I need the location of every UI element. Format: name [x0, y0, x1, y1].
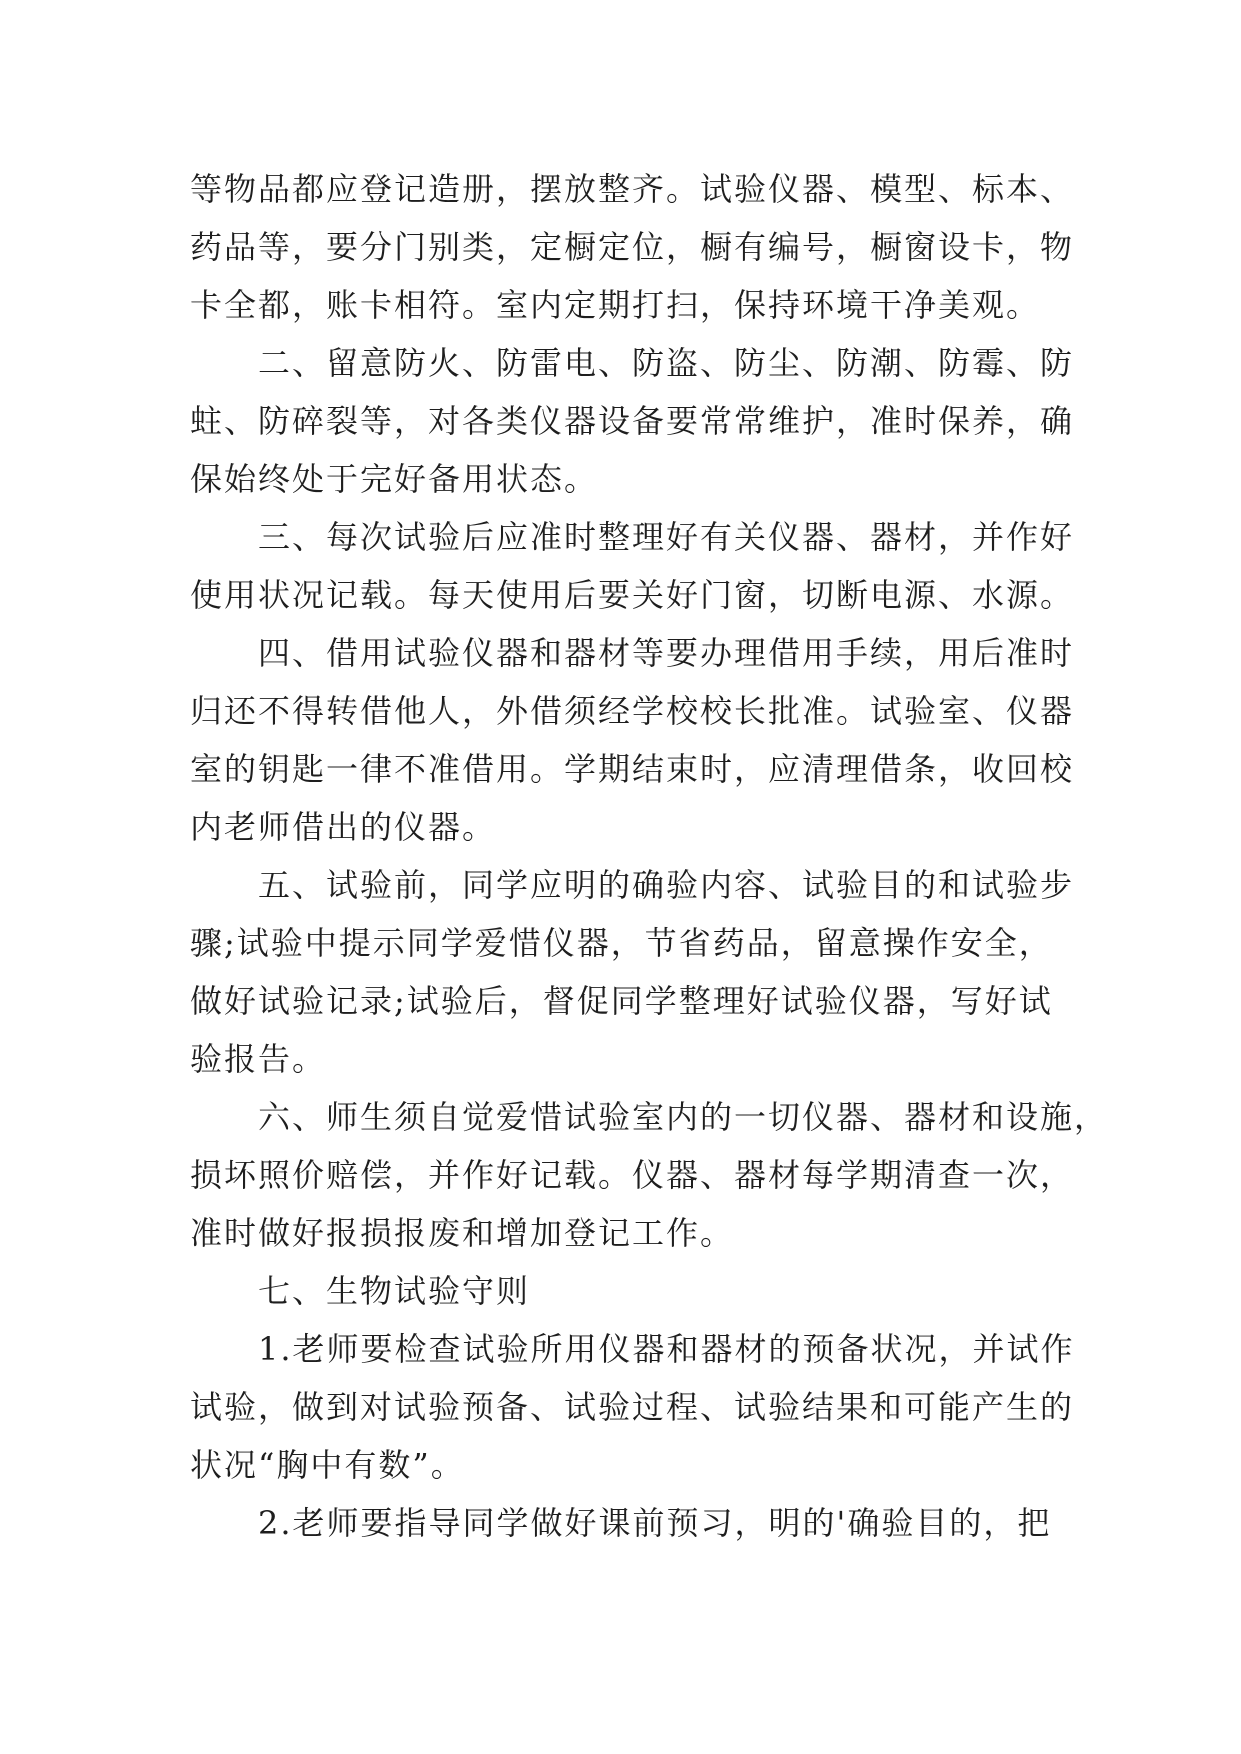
text-line: 使用状况记载。每天使用后要关好门窗，切断电源、水源。 — [190, 576, 1075, 614]
text-line: 三、每次试验后应准时整理好有关仪器、器材，并作好 — [190, 518, 1075, 556]
text-line: 药品等，要分门别类，定橱定位，橱有编号，橱窗设卡，物 — [190, 228, 1075, 266]
text-line: 状况“胸中有数”。 — [190, 1446, 465, 1484]
paragraph — [190, 1494, 1065, 1552]
paragraph — [190, 508, 1075, 624]
text-line: 七、生物试验守则 — [190, 1272, 531, 1310]
text-line: 二、留意防火、防雷电、防盗、防尘、防潮、防霉、防 — [190, 344, 1075, 382]
text-line: 保始终处于完好备用状态。 — [190, 460, 599, 498]
document-body — [190, 160, 1109, 1552]
paragraph — [190, 1262, 1065, 1320]
text-line: 室的钥匙一律不准借用。学期结束时，应清理借条，收回校 — [190, 750, 1075, 788]
text-line: 蛀、防碎裂等，对各类仪器设备要常常维护，准时保养，确 — [190, 402, 1075, 440]
text-line: 做好试验记录;试验后，督促同学整理好试验仪器，写好试 — [190, 982, 1053, 1020]
paragraph — [190, 624, 1075, 856]
text-line: 六、师生须自觉爱惜试验室内的一切仪器、器材和设施， — [190, 1098, 1109, 1136]
text-line: 损坏照价赔偿，并作好记载。仪器、器材每学期清查一次， — [190, 1156, 1075, 1194]
paragraph — [190, 1320, 1075, 1494]
paragraph — [190, 856, 1075, 1088]
paragraph — [190, 1088, 1109, 1262]
text-line: 四、借用试验仪器和器材等要办理借用手续，用后准时 — [190, 634, 1075, 672]
text-line: 骤;试验中提示同学爱惜仪器，节省药品，留意操作安全， — [190, 924, 1053, 962]
paragraph — [190, 334, 1075, 508]
text-line: 等物品都应登记造册，摆放整齐。试验仪器、模型、标本、 — [190, 170, 1075, 208]
text-line: 归还不得转借他人，外借须经学校校长批准。试验室、仪器 — [190, 692, 1075, 730]
text-line: 内老师借出的仪器。 — [190, 808, 497, 846]
text-line: 卡全都，账卡相符。室内定期打扫，保持环境干净美观。 — [190, 286, 1041, 324]
text-line: 五、试验前，同学应明的确验内容、试验目的和试验步 — [190, 866, 1075, 904]
text-line: 准时做好报损报废和增加登记工作。 — [190, 1214, 735, 1252]
text-line: 验报告。 — [190, 1040, 327, 1078]
text-line: 2.老师要指导同学做好课前预习，明的'确验目的，把 — [190, 1504, 1052, 1542]
text-line: 试验，做到对试验预备、试验过程、试验结果和可能产生的 — [190, 1388, 1075, 1426]
paragraph — [190, 160, 1075, 334]
text-line: 1.老师要检查试验所用仪器和器材的预备状况，并试作 — [190, 1330, 1075, 1368]
